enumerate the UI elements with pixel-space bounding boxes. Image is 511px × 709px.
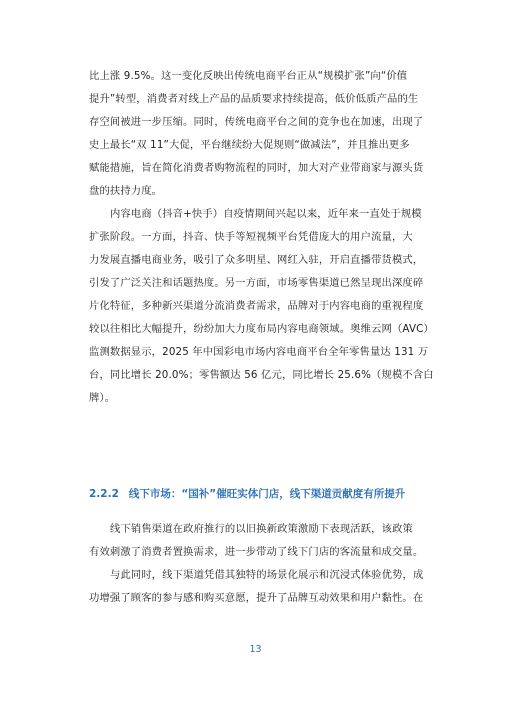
text-line: 内容电商（抖音+快手）自疫情期间兴起以来，近年来一直处于规模 [110, 208, 422, 220]
text-line: 赋能措施，旨在简化消费者购物流程的同时，加大对产业带商家与源头货 [89, 162, 424, 174]
text-line: 有效刺激了消费者置换需求，进一步带动了线下门店的客流量和成交量。 [89, 546, 424, 558]
text-line: 台，同比增长 20.0%；零售额达 56 亿元，同比增长 25.6%（规模不含白 [89, 369, 434, 381]
paragraph-offline-experience [89, 564, 422, 610]
page-number: 13 [249, 644, 262, 655]
text-line: 力发展直播电商业务，吸引了众多明星、网红入驻，开启直播带货模式， [89, 254, 424, 266]
section-heading [89, 486, 429, 502]
text-line: 监测数据显示，2025 年中国彩电市场内容电商平台全年零售量达 131 万 [89, 346, 429, 358]
paragraph-offline-subsidy [89, 518, 422, 564]
text-line: 比上涨 9.5%。这一变化反映出传统电商平台正从“规模扩张”向“价值 [89, 70, 408, 82]
text-line: 存空间被进一步压缩。同时，传统电商平台之间的竞争也在加速，出现了 [89, 116, 424, 128]
text-line: 扩张阶段。一方面，抖音、快手等短视频平台凭借庞大的用户流量，大 [89, 231, 413, 243]
body-text-bottom [89, 518, 422, 610]
text-line: 史上最长“双 11”大促，平台继续纷大促规则“做减法”，并且推出更多 [89, 139, 410, 151]
section-title: 线下市场：“国补”催旺实体门店，线下渠道贡献度有所提升 [128, 488, 406, 500]
text-line: 功增强了顾客的参与感和购买意愿，提升了品牌互动效果和用户黏性。在 [89, 592, 424, 604]
section-number: 2.2.2 [89, 488, 119, 500]
text-line: 片化特征，多种新兴渠道分流消费者需求，品牌对于内容电商的重视程度 [89, 300, 424, 312]
text-line: 较以往相比大幅提升，纷纷加大力度布局内容电商领域。奥维云网（AVC） [89, 323, 434, 335]
paragraph-ecommerce-shift [89, 65, 422, 203]
paragraph-content-ecommerce [89, 203, 434, 410]
text-line: 盘的扶持力度。 [89, 185, 163, 197]
text-line: 线下销售渠道在政府推行的以旧换新政策激励下表现活跃，该政策 [110, 523, 413, 535]
text-line: 引发了广泛关注和话题热度。另一方面，市场零售渠道已然呈现出深度碎 [89, 277, 424, 289]
body-text-top [89, 65, 434, 410]
text-line: 与此同时，线下渠道凭借其独特的场景化展示和沉浸式体验优势，成 [110, 569, 424, 581]
text-line: 提升”转型，消费者对线上产品的品质要求持续提高，低价低质产品的生 [89, 93, 419, 105]
text-line: 牌）。 [89, 392, 116, 404]
